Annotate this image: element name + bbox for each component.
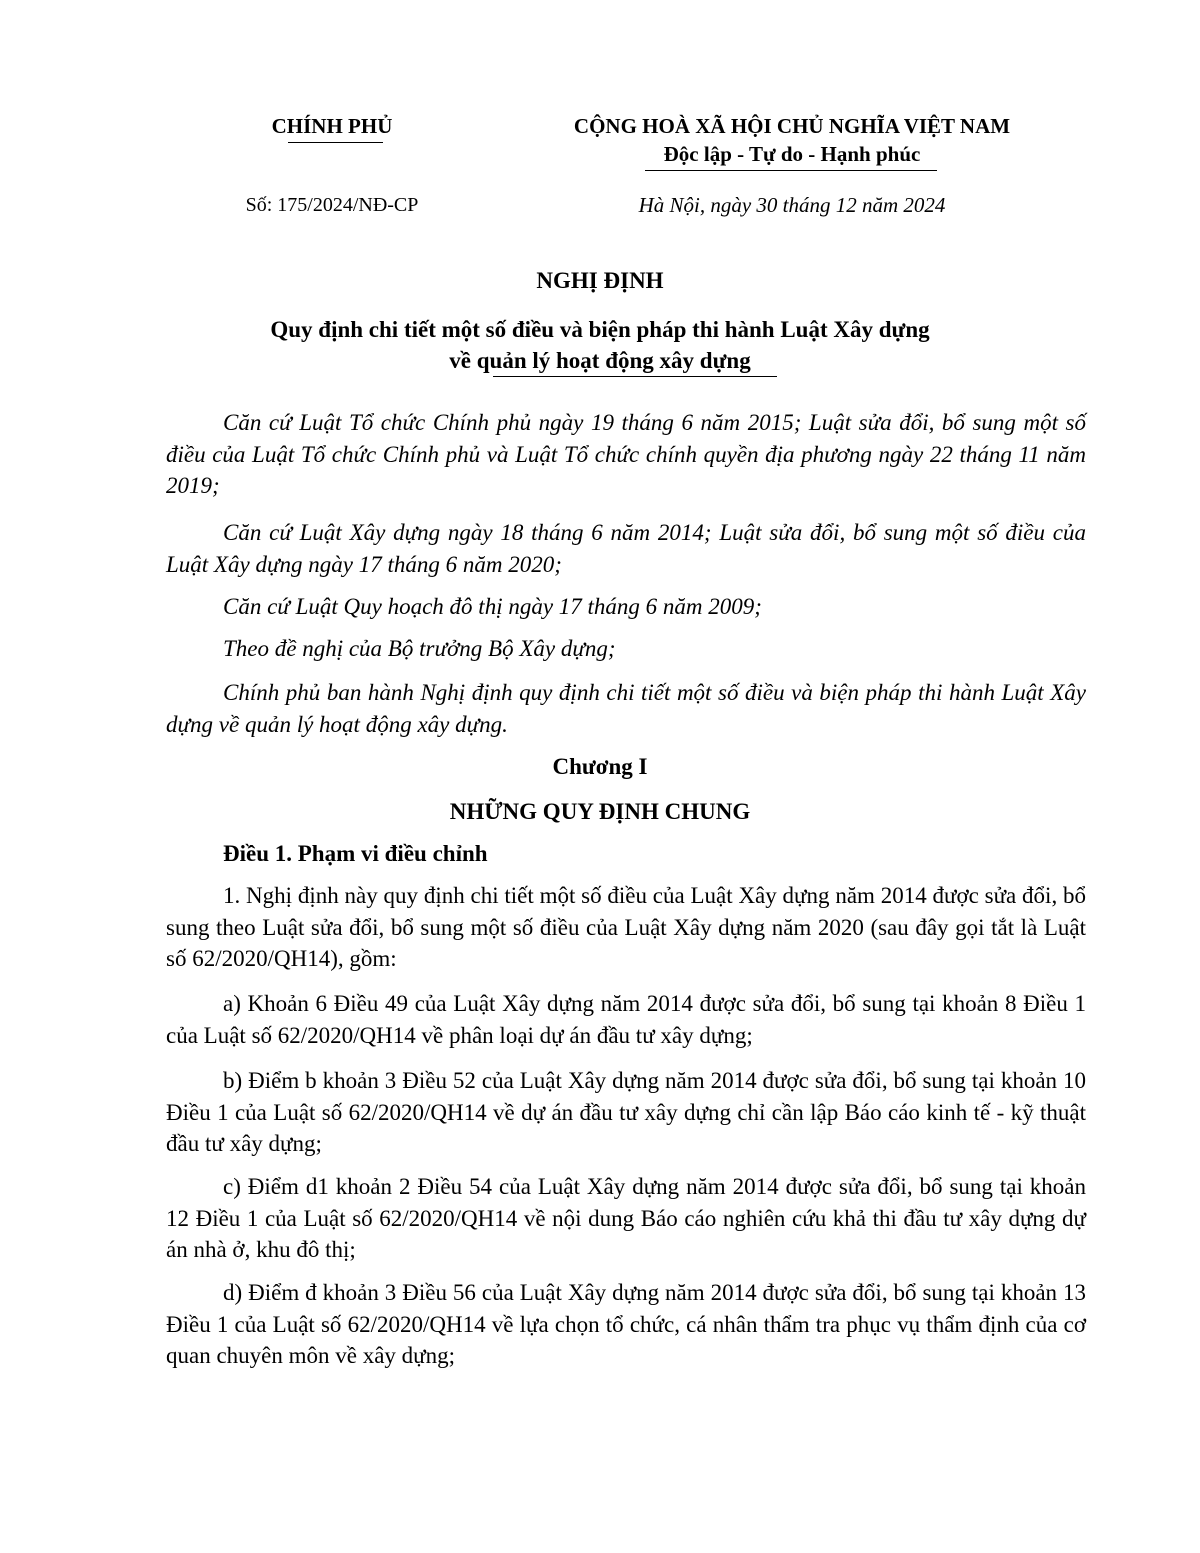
chapter-number: Chương I <box>552 754 648 779</box>
article-heading: Điều 1. Phạm vi điều chỉnh <box>223 841 488 866</box>
preamble-proposal: Theo đề nghị của Bộ trưởng Bộ Xây dựng; <box>223 636 616 661</box>
motto-underline <box>645 170 937 171</box>
issuer-name: CHÍNH PHỦ <box>271 114 393 138</box>
document-subject-line-1: Quy định chi tiết một số điều và biện pháp thi hành Luật Xây dựng <box>270 317 930 342</box>
preamble-promulgation: Chính phủ ban hành Nghị định quy định chi tiết một số điều và biện pháp thi hành Luật Xây dựng về quản lý hoạt động xây dựng. <box>166 680 1086 737</box>
document-subject-line-2: về quản lý hoạt động xây dựng <box>449 348 751 373</box>
article-point-c: c) Điểm d1 khoản 2 Điều 54 của Luật Xây dựng năm 2014 được sửa đổi, bổ sung tại khoản 12 Điều 1 của Luật số 62/2020/QH14 về nội dung Báo cáo nghiên cứu khả thi đầu tư xây dựng dự án nhà ở, khu đô thị; <box>166 1174 1086 1262</box>
article-paragraph-1: 1. Nghị định này quy định chi tiết một số điều của Luật Xây dựng năm 2014 được sửa đổi, bổ sung theo Luật sửa đổi, bổ sung một số điều của Luật Xây dựng năm 2020 (sau đây gọi tắt là Luật số 62/2020/QH14), gồm: <box>166 883 1086 971</box>
preamble-basis-3: Căn cứ Luật Quy hoạch đô thị ngày 17 tháng 6 năm 2009; <box>223 594 762 619</box>
place-and-date: Hà Nội, ngày 30 tháng 12 năm 2024 <box>638 193 946 217</box>
chapter-name: NHỮNG QUY ĐỊNH CHUNG <box>449 799 751 824</box>
issuer-underline <box>288 142 383 143</box>
subject-underline <box>493 376 777 377</box>
document-number: Số: 175/2024/NĐ-CP <box>245 194 419 216</box>
preamble-basis-2: Căn cứ Luật Xây dựng ngày 18 tháng 6 năm 2014; Luật sửa đổi, bổ sung một số điều của Luật Xây dựng ngày 17 tháng 6 năm 2020; <box>166 520 1086 577</box>
document-type: NGHỊ ĐỊNH <box>536 268 664 293</box>
national-motto: Độc lập - Tự do - Hạnh phúc <box>663 142 921 166</box>
article-point-b: b) Điểm b khoản 3 Điều 52 của Luật Xây dựng năm 2014 được sửa đổi, bổ sung tại khoản 10 Điều 1 của Luật số 62/2020/QH14 về dự án đầu tư xây dựng chỉ cần lập Báo cáo kinh tế - kỹ thuật đầu tư xây dựng; <box>166 1068 1086 1156</box>
article-point-a: a) Khoản 6 Điều 49 của Luật Xây dựng năm 2014 được sửa đổi, bổ sung tại khoản 8 Điều 1 của Luật số 62/2020/QH14 về phân loại dự án đầu tư xây dựng; <box>166 991 1086 1048</box>
preamble-basis-1: Căn cứ Luật Tổ chức Chính phủ ngày 19 tháng 6 năm 2015; Luật sửa đổi, bổ sung một số điều của Luật Tổ chức Chính phủ và Luật Tổ chức chính quyền địa phương ngày 22 tháng 11 năm 2019; <box>166 410 1086 498</box>
nation-name: CỘNG HOÀ XÃ HỘI CHỦ NGHĨA VIỆT NAM <box>573 114 1011 138</box>
article-point-d: d) Điểm đ khoản 3 Điều 56 của Luật Xây dựng năm 2014 được sửa đổi, bổ sung tại khoản 13 Điều 1 của Luật số 62/2020/QH14 về lựa chọn tổ chức, cá nhân thẩm tra phục vụ thẩm định của cơ quan chuyên môn về xây dựng; <box>166 1280 1086 1368</box>
